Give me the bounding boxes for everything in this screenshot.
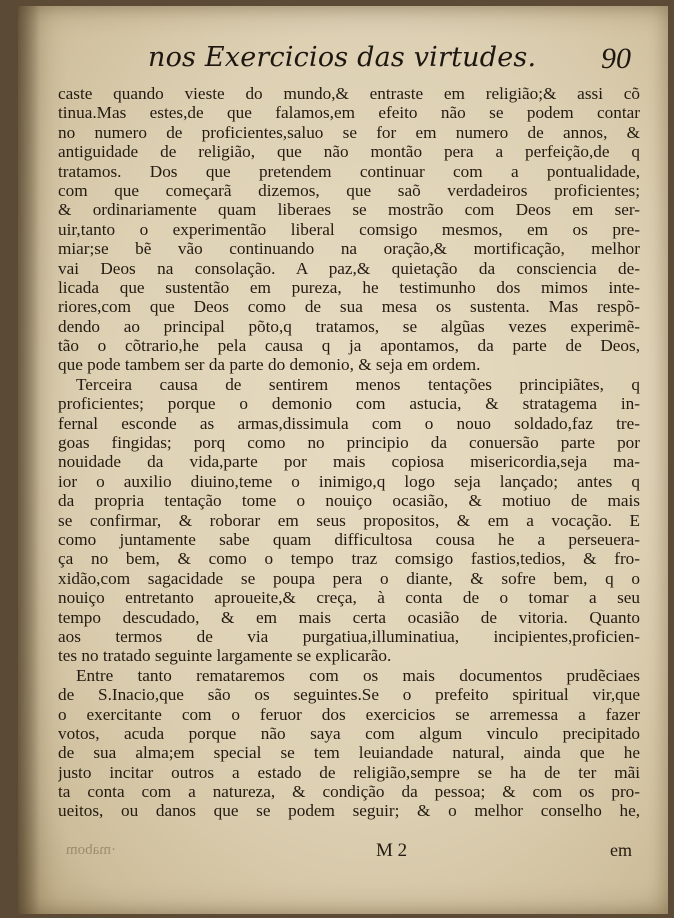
text-line: nouidade da vida,parte por mais copiosa misericordia,seja ma- (58, 452, 640, 472)
text-line: tempo descudado, & em mais certa ocasião de vitoria. Quanto (58, 607, 640, 627)
text-line: uir,tanto o experimentão liberal comsigo mesmos, em os pre- (58, 219, 640, 239)
text-line: dendo ao principal põto,q tratamos, se algũas vezes experimẽ- (58, 316, 640, 336)
text-line: tratamos. Dos que pretendem continuar com a pontualidade, (58, 161, 640, 181)
running-title: nos Exercicios das virtudes. (148, 42, 537, 73)
text-line: antiguidade de religião, que não montão pera a perfeição,de q (58, 142, 640, 162)
text-line: como juntamente sabe quam difficultosa cousa he a perseuera- (58, 529, 640, 549)
text-line: goas fingidas; porq como no principio da conuersão parte por (58, 433, 640, 453)
signature-mark: M 2 (376, 840, 408, 861)
text-line: se confirmar, & roborar em seus propositos, & em a vocação. E (58, 510, 640, 530)
binding-gutter (18, 6, 40, 914)
text-line: da propria tentação tome o nouiço ocasião, & motiuo de mais (58, 491, 640, 511)
text-line: licada que sustentão em pureza, he testimunho dos mimos inte- (58, 277, 640, 297)
text-line: ta conta com a natureza, & condição da pessoa; & com os pro- (58, 782, 640, 802)
page-footer (58, 840, 640, 864)
text-line: votos, acuda porque não saya com algum vinculo precipitado (58, 723, 640, 743)
page-number: 90 (601, 42, 631, 75)
text-line: xidão,com sagacidade se poupa pera o diante, & sofre bem, q o (58, 568, 640, 588)
book-page (18, 6, 668, 914)
text-line: & ordinariamente quam liberaes se mostrão com Deos em ser- (58, 200, 640, 220)
text-line: tes no tratado seguinte largamente se explicarão. (58, 646, 392, 666)
text-line: o exercitante com o feruor dos exercicios se arremessa a fazer (58, 704, 640, 724)
bleed-through-text: ·mabom (66, 842, 116, 858)
text-line: ior o auxilio diuino,teme o inimigo,q logo seja lançado; antes q (58, 471, 640, 491)
text-line: Terceira causa de sentirem menos tentações principiãtes, q (76, 374, 640, 394)
text-line: miar;se bẽ vão continuando na oração,& mortificação, melhor (58, 239, 640, 259)
text-line: proficientes; porque o demonio com astucia, & stratagema in- (58, 394, 640, 414)
text-line: justo incitar outros a estado de religião,sempre se ha de ter mãi (58, 762, 640, 782)
catchword: em (610, 840, 632, 860)
text-line: que pode tambem ser da parte do demonio, & seja em ordem. (58, 355, 481, 375)
text-line: Entre tanto remataremos com os mais documentos prudẽciaes (76, 665, 640, 685)
text-line: nouiço entretanto aproueite,& creça, à conta de o tomar a seu (58, 588, 640, 608)
text-line: de S.Inacio,que são os seguintes.Se o prefeito spiritual vir,que (58, 685, 640, 705)
text-line: caste quando vieste do mundo,& entraste em religião;& assi cõ (58, 84, 640, 103)
text-line: no numero de proficientes,saluo se for em numero de annos, & (58, 122, 640, 142)
text-line: fernal esconde as armas,dissimula com o nouo soldado,faz tre- (58, 413, 640, 433)
text-line: riores,com que Deos como de sua mesa os sustenta. Mas respõ- (58, 297, 640, 317)
text-line: ueitos, ou danos que se podem seguir; & o melhor conselho he, (58, 801, 640, 821)
body-text (58, 84, 640, 821)
text-line: vai Deos na consolação. A paz,& quietação da consciencia de- (58, 258, 640, 278)
text-line: tão o cõtrario,he pela causa q ja apontamos, da parte de Deos, (58, 336, 640, 356)
text-line: aos termos de via purgatiua,illuminatiua, incipientes,proficien- (58, 626, 640, 646)
text-line: de sua alma;em special se tem leuiandade natural, ainda que he (58, 743, 640, 763)
text-line: tinua.Mas estes,de que falamos,em efeito não se podem contar (58, 103, 640, 123)
text-line: ça no bem, & como o tempo traz comsigo fastios,tedios, & fro- (58, 549, 640, 569)
text-line: com que começarã dizemos, que saõ verdadeiros proficientes; (58, 180, 640, 200)
